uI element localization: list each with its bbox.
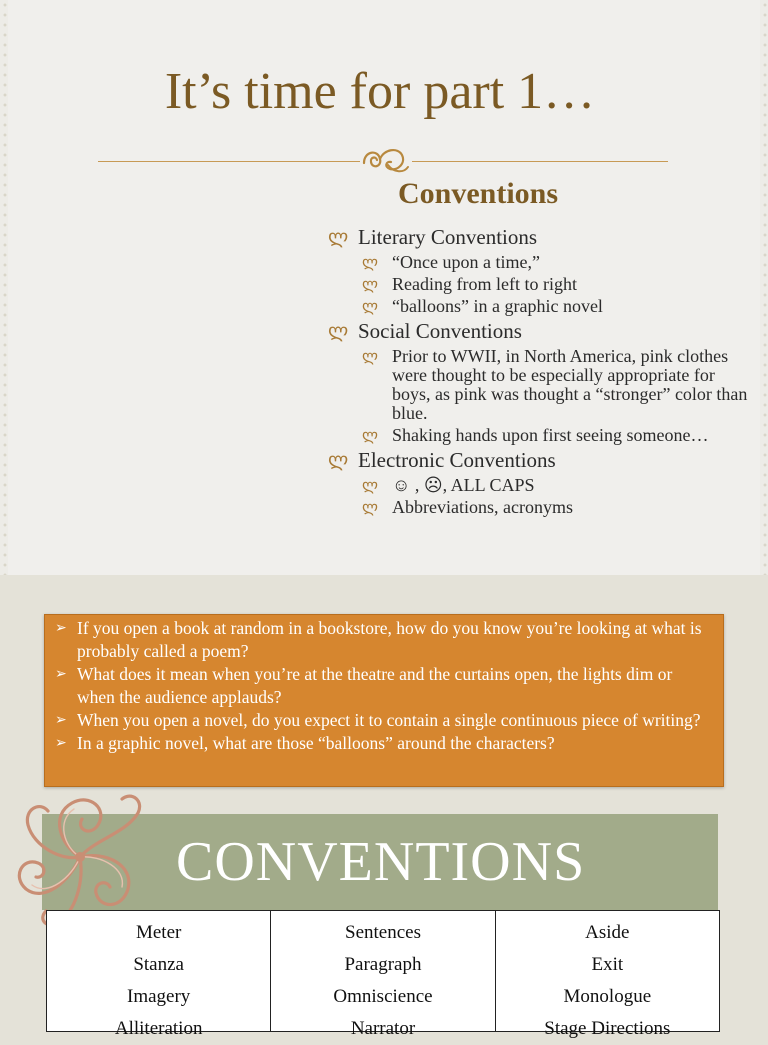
table-column: [47, 911, 271, 1039]
decorative-swirl-icon: [10, 785, 150, 930]
outline-item: [328, 476, 753, 495]
curl-bullet-icon: ლ: [328, 450, 349, 471]
table-cell: Alliteration: [114, 1018, 203, 1039]
outline-item: [328, 426, 753, 445]
arrow-bullet-icon: ➢: [55, 667, 67, 682]
item-text: “balloons” in a graphic novel: [392, 296, 603, 316]
table-cell: Omniscience: [333, 986, 433, 1007]
item-text: Abbreviations, acronyms: [392, 497, 573, 517]
curl-bullet-icon: ლ: [362, 428, 378, 444]
table-cell: Sentences: [345, 922, 421, 943]
question-text: In a graphic novel, what are those “balloons” around the characters?: [77, 733, 555, 753]
table-cell: Monologue: [563, 986, 652, 1007]
questions-box: [44, 614, 724, 787]
table-cell: Aside: [585, 922, 630, 943]
table-column: [271, 911, 495, 1039]
curl-bullet-icon: ლ: [362, 349, 378, 365]
slide-2: [0, 590, 768, 790]
table-cell: Narrator: [350, 1018, 416, 1039]
question-item: [45, 663, 723, 709]
item-text: Prior to WWII, in North America, pink clothes were thought to be especially appropriate for boys, as pink was thought a “stronger” color than blue.: [392, 346, 748, 423]
outline-item: [328, 275, 753, 294]
table-column: [496, 911, 719, 1039]
outline-item: [328, 347, 753, 423]
question-item: [45, 617, 723, 663]
outline-section: [328, 447, 753, 473]
arrow-bullet-icon: ➢: [55, 621, 67, 636]
table-cell: Stage Directions: [544, 1018, 671, 1039]
conventions-outline: [328, 224, 753, 519]
curl-bullet-icon: ლ: [362, 299, 378, 315]
outline-section: [328, 318, 753, 344]
conventions-table: [46, 910, 720, 1039]
title-divider-left: [98, 161, 360, 162]
arrow-bullet-icon: ➢: [55, 713, 67, 728]
item-text: “Once upon a time,”: [392, 252, 540, 272]
banner-title: CONVENTIONS: [176, 831, 586, 893]
question-text: What does it mean when you’re at the theatre and the curtains open, the lights dim or when the audience applauds?: [77, 664, 673, 707]
question-item: [45, 709, 723, 732]
curl-bullet-icon: ლ: [328, 227, 349, 248]
question-text: If you open a book at random in a bookstore, how do you know you’re looking at what is probably called a poem?: [77, 618, 702, 661]
curl-bullet-icon: ლ: [362, 277, 378, 293]
curl-bullet-icon: ლ: [362, 255, 378, 271]
arrow-bullet-icon: ➢: [55, 736, 67, 751]
table-cell: Exit: [591, 954, 624, 975]
curl-bullet-icon: ლ: [328, 321, 349, 342]
table-cell: Imagery: [127, 986, 191, 1007]
title-divider-right: [412, 161, 668, 162]
item-text: ☺ , ☹, ALL CAPS: [392, 475, 535, 495]
slide-subtitle: Conventions: [398, 177, 559, 210]
outline-item: [328, 498, 753, 517]
section-label: Literary Conventions: [358, 225, 538, 249]
table-cell: Meter: [135, 922, 182, 943]
curl-bullet-icon: ლ: [362, 478, 378, 494]
curl-bullet-icon: ლ: [362, 500, 378, 516]
table-cell: Paragraph: [344, 954, 422, 975]
question-text: When you open a novel, do you expect it to contain a single continuous piece of writing?: [77, 710, 701, 730]
section-label: Electronic Conventions: [358, 448, 556, 472]
outline-item: [328, 297, 753, 316]
item-text: Shaking hands upon first seeing someone…: [392, 425, 709, 445]
slide-title: It’s time for part 1…: [164, 63, 596, 120]
slide-3: [0, 785, 768, 1039]
question-item: [45, 732, 723, 755]
section-label: Social Conventions: [358, 319, 522, 343]
outline-section: [328, 224, 753, 250]
table-cell: Stanza: [133, 954, 184, 975]
flourish-ornament-icon: [358, 143, 412, 177]
outline-item: [328, 253, 753, 272]
item-text: Reading from left to right: [392, 274, 577, 294]
